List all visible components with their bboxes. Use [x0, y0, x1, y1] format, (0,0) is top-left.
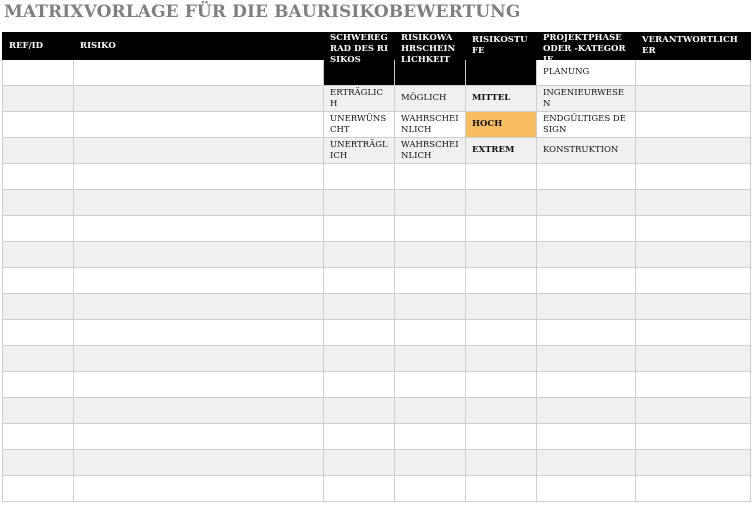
- header-wahrscheinlichkeit[interactable]: RISIKOWAHRSCHEINLICHKEIT: [395, 33, 466, 60]
- table-row: [3, 86, 751, 112]
- cell-verantwortlicher[interactable]: [636, 476, 751, 502]
- cell-schweregrad[interactable]: [324, 476, 395, 502]
- cell-risikostufe[interactable]: [466, 398, 537, 424]
- cell-risiko[interactable]: [74, 190, 324, 216]
- cell-schweregrad[interactable]: ERTRÄGLICH: [324, 86, 395, 112]
- cell-verantwortlicher[interactable]: [636, 112, 751, 138]
- cell-risikostufe[interactable]: [466, 346, 537, 372]
- cell-projektphase[interactable]: INGENIEURWESEN: [537, 86, 636, 112]
- cell-ref[interactable]: [3, 320, 74, 346]
- cell-ref[interactable]: [3, 268, 74, 294]
- cell-verantwortlicher[interactable]: [636, 60, 751, 86]
- table-row-empty: [3, 450, 751, 476]
- table-row-empty: [3, 320, 751, 346]
- header-projektphase[interactable]: PROJEKTPHASE ODER -KATEGORIE: [537, 33, 636, 60]
- cell-verantwortlicher[interactable]: [636, 242, 751, 268]
- cell-schweregrad[interactable]: [324, 320, 395, 346]
- cell-ref[interactable]: [3, 450, 74, 476]
- cell-wahrscheinlichkeit[interactable]: WAHRSCHEINLICH: [395, 112, 466, 138]
- cell-verantwortlicher[interactable]: [636, 346, 751, 372]
- cell-projektphase[interactable]: [537, 320, 636, 346]
- cell-risikostufe[interactable]: [466, 476, 537, 502]
- cell-risikostufe[interactable]: [466, 450, 537, 476]
- header-schweregrad[interactable]: SCHWEREGRAD DES RISIKOS: [324, 33, 395, 60]
- cell-wahrscheinlichkeit[interactable]: [395, 424, 466, 450]
- cell-verantwortlicher[interactable]: [636, 190, 751, 216]
- cell-verantwortlicher[interactable]: [636, 320, 751, 346]
- header-risiko[interactable]: RISIKO: [74, 33, 324, 60]
- cell-risikostufe[interactable]: HOCH: [466, 112, 537, 138]
- cell-risikostufe[interactable]: [466, 164, 537, 190]
- cell-risiko[interactable]: [74, 86, 324, 112]
- cell-projektphase[interactable]: [537, 450, 636, 476]
- cell-wahrscheinlichkeit[interactable]: WAHRSCHEINLICH: [395, 138, 466, 164]
- cell-wahrscheinlichkeit[interactable]: [395, 320, 466, 346]
- table-row-empty: [3, 268, 751, 294]
- table-row: [3, 138, 751, 164]
- cell-projektphase[interactable]: [537, 294, 636, 320]
- cell-ref[interactable]: [3, 216, 74, 242]
- table-row: [3, 112, 751, 138]
- cell-ref[interactable]: [3, 112, 74, 138]
- cell-risikostufe[interactable]: [466, 294, 537, 320]
- cell-risikostufe[interactable]: MITTEL: [466, 86, 537, 112]
- cell-schweregrad[interactable]: [324, 216, 395, 242]
- cell-verantwortlicher[interactable]: [636, 268, 751, 294]
- cell-wahrscheinlichkeit[interactable]: [395, 242, 466, 268]
- cell-projektphase[interactable]: [537, 372, 636, 398]
- cell-risiko[interactable]: [74, 268, 324, 294]
- cell-risiko[interactable]: [74, 450, 324, 476]
- cell-ref[interactable]: [3, 190, 74, 216]
- cell-wahrscheinlichkeit[interactable]: [395, 164, 466, 190]
- header-ref[interactable]: REF/ID: [3, 33, 74, 60]
- cell-verantwortlicher[interactable]: [636, 216, 751, 242]
- cell-wahrscheinlichkeit[interactable]: [395, 268, 466, 294]
- header-row: [3, 33, 751, 60]
- cell-ref[interactable]: [3, 424, 74, 450]
- cell-risiko[interactable]: [74, 372, 324, 398]
- cell-ref[interactable]: [3, 346, 74, 372]
- risk-matrix-table: [2, 32, 751, 502]
- cell-risikostufe[interactable]: [466, 268, 537, 294]
- table-row-empty: [3, 164, 751, 190]
- cell-ref[interactable]: [3, 60, 74, 86]
- cell-wahrscheinlichkeit[interactable]: MÖGLICH: [395, 86, 466, 112]
- cell-schweregrad[interactable]: [324, 450, 395, 476]
- table-row-empty: [3, 346, 751, 372]
- cell-risiko[interactable]: [74, 216, 324, 242]
- cell-risiko[interactable]: [74, 60, 324, 86]
- cell-risikostufe[interactable]: [466, 242, 537, 268]
- cell-risiko[interactable]: [74, 242, 324, 268]
- cell-schweregrad[interactable]: [324, 294, 395, 320]
- cell-projektphase[interactable]: [537, 164, 636, 190]
- cell-schweregrad[interactable]: [324, 372, 395, 398]
- cell-risikostufe[interactable]: EXTREM: [466, 138, 537, 164]
- cell-risikostufe[interactable]: [466, 190, 537, 216]
- cell-risiko[interactable]: [74, 138, 324, 164]
- cell-ref[interactable]: [3, 242, 74, 268]
- cell-projektphase[interactable]: ENDGÜLTIGES DESIGN: [537, 112, 636, 138]
- cell-verantwortlicher[interactable]: [636, 424, 751, 450]
- cell-risikostufe[interactable]: [466, 60, 537, 86]
- cell-wahrscheinlichkeit[interactable]: [395, 190, 466, 216]
- cell-schweregrad[interactable]: [324, 190, 395, 216]
- cell-risikostufe[interactable]: [466, 216, 537, 242]
- cell-ref[interactable]: [3, 294, 74, 320]
- table-row-empty: [3, 294, 751, 320]
- cell-verantwortlicher[interactable]: [636, 294, 751, 320]
- table-row-empty: [3, 398, 751, 424]
- cell-verantwortlicher[interactable]: [636, 398, 751, 424]
- cell-risiko[interactable]: [74, 112, 324, 138]
- cell-projektphase[interactable]: [537, 346, 636, 372]
- cell-ref[interactable]: [3, 476, 74, 502]
- cell-risiko[interactable]: [74, 294, 324, 320]
- cell-wahrscheinlichkeit[interactable]: [395, 216, 466, 242]
- cell-risiko[interactable]: [74, 164, 324, 190]
- cell-wahrscheinlichkeit[interactable]: [395, 476, 466, 502]
- cell-wahrscheinlichkeit[interactable]: [395, 294, 466, 320]
- table-row: [3, 60, 751, 86]
- cell-ref[interactable]: [3, 86, 74, 112]
- cell-schweregrad[interactable]: [324, 164, 395, 190]
- cell-risiko[interactable]: [74, 320, 324, 346]
- cell-wahrscheinlichkeit[interactable]: [395, 346, 466, 372]
- table-row-empty: [3, 242, 751, 268]
- cell-projektphase[interactable]: [537, 190, 636, 216]
- cell-schweregrad[interactable]: [324, 268, 395, 294]
- cell-verantwortlicher[interactable]: [636, 450, 751, 476]
- cell-schweregrad[interactable]: UNERTRÄGLICH: [324, 138, 395, 164]
- cell-ref[interactable]: [3, 138, 74, 164]
- table-row-empty: [3, 424, 751, 450]
- cell-ref[interactable]: [3, 398, 74, 424]
- header-risikostufe[interactable]: RISIKOSTUFE: [466, 33, 537, 60]
- cell-projektphase[interactable]: [537, 424, 636, 450]
- cell-verantwortlicher[interactable]: [636, 164, 751, 190]
- cell-projektphase[interactable]: [537, 476, 636, 502]
- cell-ref[interactable]: [3, 372, 74, 398]
- cell-wahrscheinlichkeit[interactable]: [395, 450, 466, 476]
- cell-projektphase[interactable]: [537, 268, 636, 294]
- cell-verantwortlicher[interactable]: [636, 138, 751, 164]
- cell-risikostufe[interactable]: [466, 320, 537, 346]
- cell-risikostufe[interactable]: [466, 424, 537, 450]
- cell-verantwortlicher[interactable]: [636, 372, 751, 398]
- cell-projektphase[interactable]: [537, 398, 636, 424]
- cell-projektphase[interactable]: KONSTRUKTION: [537, 138, 636, 164]
- cell-risiko[interactable]: [74, 398, 324, 424]
- table-row-empty: [3, 190, 751, 216]
- cell-projektphase[interactable]: [537, 242, 636, 268]
- cell-schweregrad[interactable]: [324, 398, 395, 424]
- cell-wahrscheinlichkeit[interactable]: [395, 398, 466, 424]
- cell-projektphase[interactable]: PLANUNG: [537, 60, 636, 86]
- table-row-empty: [3, 216, 751, 242]
- page-title: MATRIXVORLAGE FÜR DIE BAURISIKOBEWERTUNG: [4, 2, 521, 22]
- cell-risiko[interactable]: [74, 346, 324, 372]
- cell-schweregrad[interactable]: [324, 242, 395, 268]
- cell-risikostufe[interactable]: [466, 372, 537, 398]
- header-verantwortlicher[interactable]: VERANTWORTLICHER: [636, 33, 751, 60]
- cell-risiko[interactable]: [74, 424, 324, 450]
- cell-projektphase[interactable]: [537, 216, 636, 242]
- cell-risiko[interactable]: [74, 476, 324, 502]
- cell-wahrscheinlichkeit[interactable]: [395, 372, 466, 398]
- table-row-empty: [3, 372, 751, 398]
- cell-schweregrad[interactable]: [324, 424, 395, 450]
- cell-schweregrad[interactable]: [324, 346, 395, 372]
- cell-schweregrad[interactable]: UNERWÜNSCHT: [324, 112, 395, 138]
- cell-ref[interactable]: [3, 164, 74, 190]
- table-row-empty: [3, 476, 751, 502]
- cell-verantwortlicher[interactable]: [636, 86, 751, 112]
